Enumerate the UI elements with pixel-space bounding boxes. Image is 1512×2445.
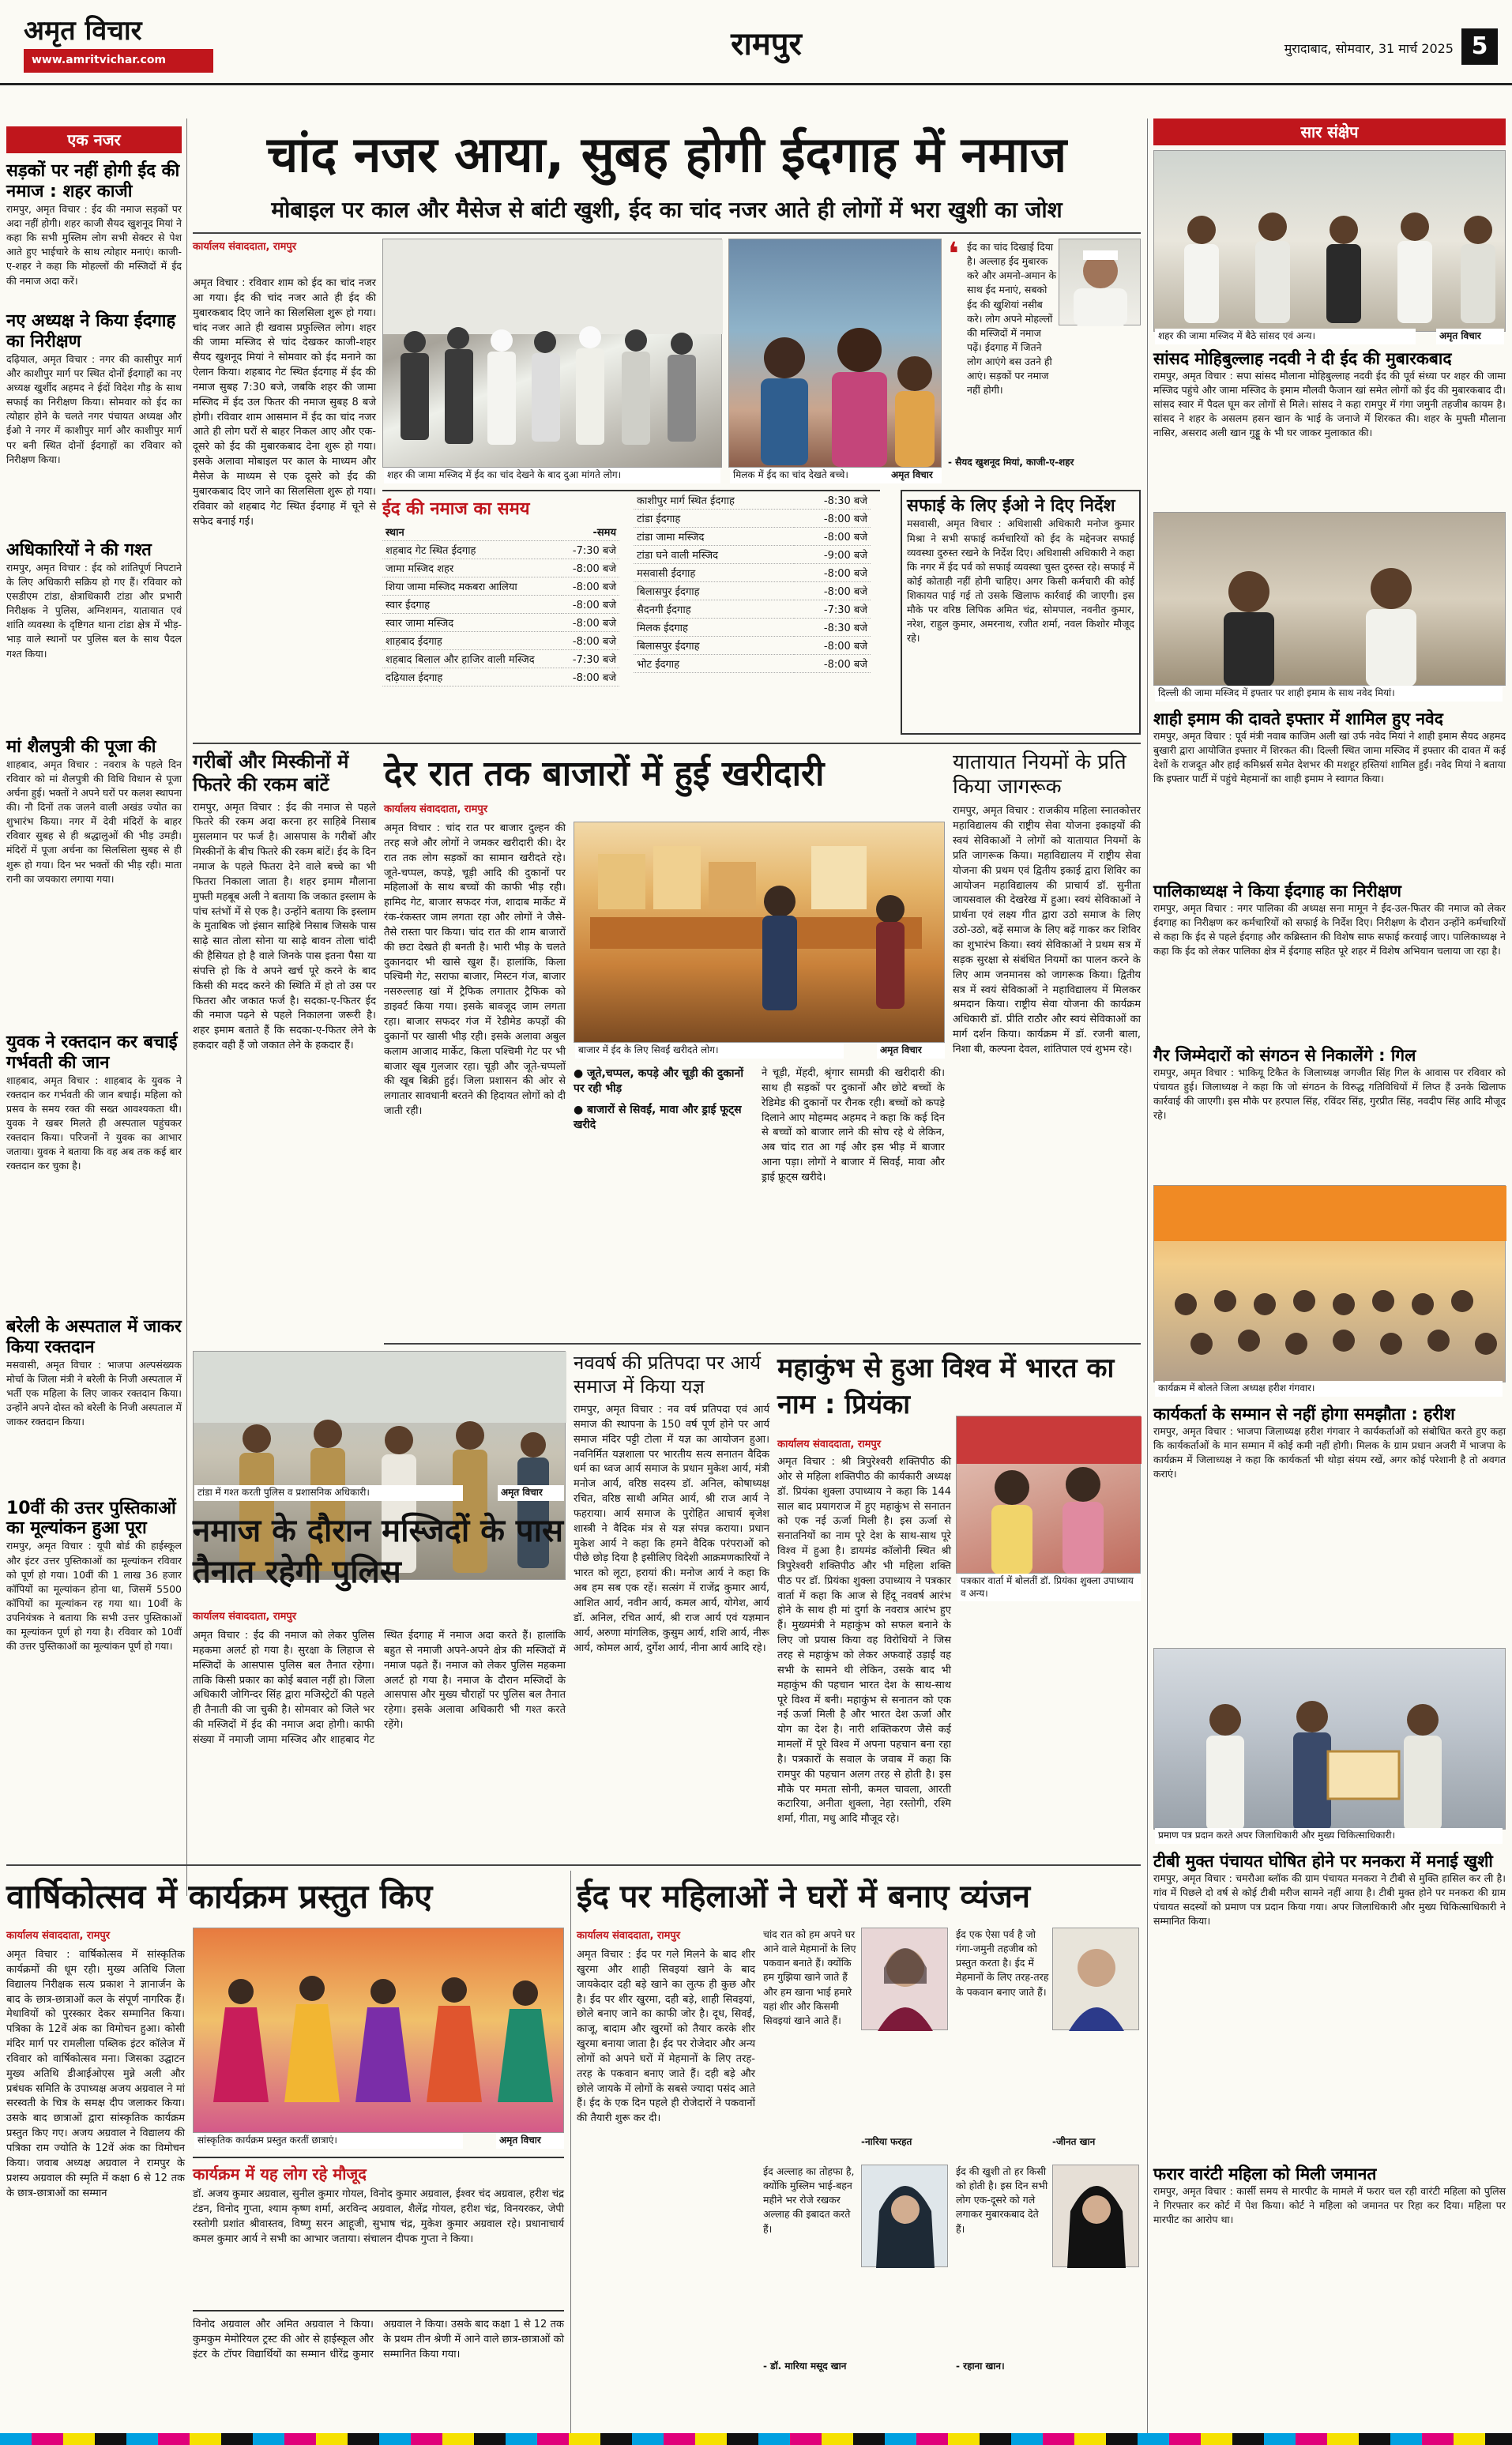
table-row: काशीपुर मार्ग स्थित ईदगाह -8:30 बजे	[634, 491, 871, 510]
students-dance-image	[194, 1928, 565, 2134]
bjp-photo-caption: कार्यक्रम में बोलते जिला अध्यक्ष हरीश गंगवार।	[1155, 1381, 1503, 1397]
bazar-photo	[574, 822, 945, 1043]
tb-certificate-photo	[1153, 1648, 1506, 1830]
traffic-title: यातायात नियमों के प्रति किया जागरूक	[953, 750, 1126, 799]
annual-function-body-cont: विनोद अग्रवाल और अमित अग्रवाल ने किया। कुमकुम मेमोरियल ट्रस्ट की ओर से हाईस्कूल और इंटर के टॉपर विद्यार्थियों का सम्मान धीरेंद्र कुमार अग्रवाल ने किया। उसके बाद कक्षा 1 से 12 तक के प्रथम तीन श्रेणी में आने वाले छात्र-छात्राओं को सम्मानित किया गया।	[193, 2319, 564, 2360]
police-photo-caption: टांडा में गश्त करती पुलिस व प्रशासनिक अधिकारी।	[194, 1485, 463, 1501]
mahakumbh-byline: कार्यालय संवाददाता, रामपुर	[777, 1439, 882, 1450]
brief-title: नए अध्यक्ष ने किया ईदगाह का निरीक्षण	[6, 310, 176, 352]
qazi-quote-box	[948, 236, 1141, 472]
woman-portrait-3	[861, 2165, 948, 2267]
eid-women-headline: ईद पर महिलाओं ने घरों में बनाए व्यंजन	[577, 1879, 1031, 1915]
brief-title: शाही इमाम की दावते इफ्तार में शामिल हुए नवेद	[1153, 709, 1443, 728]
mp-photo-caption: शहर की जामा मस्जिद में बैठे सांसद एवं अन्य।	[1155, 329, 1416, 344]
woman-quote-2-author: -जीनत खान	[1052, 2136, 1096, 2147]
safai-body: मसवासी, अमृत विचार : अधिशासी अधिकारी मनोज कुमार मिश्रा ने सभी सफाई कर्मचारियों को ईद के मद्देनजर सफाई व्यवस्था दुरुस्त रखने के निर्देश दिए। अधिशासी अधिकारी ने कहा कि नगर में ईद पर्व को सफाई व्यवस्था चुस्त दुरुस्त रहे। सफाई में कोई कोताही नहीं होनी चाहिए। अगर किसी कर्मचारी की कोई शिकायत पाई गई तो उसके खिलाफ कार्रवाई की जाएगी। इस मौके पर वरिष्ठ लिपिक अमित चंद्र, सोमपाल, नवनीत कुमार, नरेश, राहुल कुमार, अमरनाथ, रजीत शर्मा, नवल किशोर मौजूद रहे।	[907, 517, 1134, 645]
annual-function-headline: वार्षिकोत्सव में कार्यक्रम प्रस्तुत किए	[6, 1877, 433, 1916]
table-row: टांडा ईदगाह -8:00 बजे	[634, 510, 871, 528]
woman-portrait-4	[1052, 2165, 1139, 2267]
mahakumbh-body-cont	[957, 1612, 1141, 1858]
bazar-byline: कार्यालय संवाददाता, रामपुर	[384, 803, 488, 815]
bazar-body-cont: ने चूड़ी, मेंहदी, श्रृंगार सामग्री की खरीदारी की। साथ ही सड़कों पर दुकानों और छोटे बच्चों के रेडिमेड की दुकानों पर रौनक रही। बच्चों को कपड़े दिलाने आए मोहम्मद अहमद ने कहा कि कई दिन से बच्चों को बाजार लाने की सोच रहे थे लेकिन, अब चांद रात आ गई और इस भीड़ में बाजार आना पड़ा। लोगों ने बाजार में सिवईं, मावा और ड्राई फ्रूट्स खरीदे।	[762, 1067, 945, 1183]
tb-photo-caption: प्रमाण पत्र प्रदान करते अपर जिलाधिकारी और मुख्य चिकित्साधिकारी।	[1155, 1828, 1503, 1844]
safai-title: सफाई के लिए ईओ ने दिए निर्देश	[907, 496, 1115, 516]
traffic-body: रामपुर, अमृत विचार : राजकीय महिला स्नातकोत्तर महाविद्यालय की राष्ट्रीय सेवा योजना इकाइयों की स्वयं सेविकाओं ने लोगों को यातायात नियमों के प्रति जागरूक किया। महाविद्यालय में राष्ट्रीय सेवा योजना की प्रथम एवं द्वितीय इकाई द्वारा शिविर का आयोजन महाविद्यालय की प्राचार्य डॉ. सुनीता जायसवाल की देखरेख में हुआ। स्वयं सेविकाओं ने प्रार्थना एवं लक्ष्य गीत द्वारा उठो समाज के लिए उठो-उठो, बढ़ें समाज के लिए बढ़ें गाकर कर शिविर का शुभारंभ किया। स्वयं सेविकाओं ने प्रथम सत्र में सड़क सुरक्षा से संबंधित नियमों का पालन करने के लिए आम जनमानस को जागरूक किया। द्वितीय सत्र में स्वयं सेविकाओं ने महाविद्यालय में मिलकर श्रमदान किया। राष्ट्रीय सेवा योजना की कार्यक्रम अधिकारी डॉ. प्रीति राठौर और स्वयं सेविकाओं का मार्ग दर्शन किया। कार्यक्रम में डॉ. रजनी बाला, निशा बी, कल्पना देवल, शांतिपाल एवं शुभम रहे।	[953, 805, 1141, 1055]
children-moon-sighting-image	[729, 239, 942, 468]
brief-body: शाहबाद, अमृत विचार : शाहबाद के युवक ने रक्तदान कर गर्भवती की जान बचाई। महिला को प्रसव के समय रक्त की सख्त आवश्यकता थी। युवक ने खबर मिलते ही अस्पताल पहुंचकर रक्तदान किया। परिजनों ने युवक का आभार जताया। युवक ने बताया कि वह अब तक कई बार रक्तदान कर चुका है।	[6, 1074, 182, 1172]
lead-photo-1-caption: शहर की जामा मस्जिद में ईद का चांद देखने के बाद दुआ मांगते लोग।	[384, 468, 720, 483]
bazar-body: अमृत विचार : चांद रात पर बाजार दुल्हन की तरह सजे और लोगों ने जमकर खरीदारी की। देर रात तक लोग सड़कों का सामान खरीदते रहे। जूते-चप्पल, कपड़े, चूड़ी आदि की दुकानों पर महिलाओं के साथ बच्चों की काफी भीड़ रही। हामिद गेट, बाजार सफदर गंज, शादाब मार्केट में रंक-रंकस्तर जाम लगता रहा और लोगों ने जैसे-तैसे रास्ता पार किया। चांद रात की शाम बाजारों की छटा देखते ही बनती है। भारी भीड़ के चलते दुकानदार भी खासे खुश हैं। हालांकि, किला पश्चिमी गेट, सराफा बाजार, मिस्टन गंज, बाजार नसरुल्लाह खां में ट्रैफिक लगातार ट्रैफिक को डाइवर्ट किया गया। इसके बावजूद जाम लगता रहा। बाजार सफदर गंज में रेडीमेड कपड़ों की दुकानों पर खासी भीड़ रही। इसके अलावा अबुल कलाम आजाद मार्केट, किला पश्चिमी गेट पर भी बाजार खूब गुलजार रहा। चूड़ी और जूते-चप्पलों की खूब बिक्री हुई। जिला प्रशासन की ओर से लगातार सावधानी बरतने की हिदायत लोगों को दी जाती रही।	[384, 822, 566, 1118]
dateline: मुरादाबाद, सोमवार, 31 मार्च 2025	[1284, 41, 1454, 56]
lead-body: अमृत विचार : रविवार शाम को ईद का चांद नजर आ गया। ईद की चांद नजर आते ही ईद की मुबारकबाद दिए जाने का सिलसिला शुरू हो गया। चांद नजर आते ही खवास प्रफुल्लित लोग। शहर की जामा मस्जिद से चांद देखकर काजी-शहर सैयद खुशनूद मियां ने सोमवार को ईद मनाने का ऐलान किया। शहबाद गेट स्थित ईदगाह में ईद की नमाज सुबह 7:30 बजे, जबकि शहर की जामा मस्जिद में ईद उल फितर की नमाज सुबह 8 बजे होगी। रविवार शाम आसमान में ईद का चांद नजर आते ही लोग घरों से बाहर निकल आए और एक-दूसरे को ईद की मुबारकबाद देना शुरू हो गया। इसके अलावा मोबाइल पर काल के माध्यम और मैसेज के माध्यम से एक दूसरे को ईद की मुबारकबाद दिए जाने का सिलसिला शुरू हो गया। रविवार को शहबाद गेट स्थित ईदगाह में चूने से सफेद बनाई गई।	[193, 277, 376, 528]
brief-title: टीबी मुक्त पंचायत घोषित होने पर मनकरा में मनाई खुशी	[1153, 1852, 1493, 1871]
photo-credit: अमृत विचार	[877, 1043, 945, 1059]
brief-body: दढ़ियाल, अमृत विचार : नगर की कासीपुर मार्ग और काशीपुर मार्ग पर स्थित दोनों ईदगाहों का नए अध्यक्ष खुर्शीद अहमद ने ईदों विदेश गौड़ के साथ सफाई का निरीक्षण किया। सोमवार को ईद का त्योहार होने के चलते नगर पंचायत अध्यक्ष और ईओ ने नगर में काशीपुर मार्ग और काशीपुर मार्ग पर बनी स्थित दोनों ईदगाहों का रविवार को निरीक्षण किया।	[6, 352, 182, 465]
bullet-point: ● बाजारों से सिवईं, मावा और ड्राई फूट्स खरीदे	[574, 1103, 742, 1131]
brief-body: रामपुर, अमृत विचार : ईद की नमाज सड़कों पर अदा नहीं होगी। शहर काजी सैयद खुशनूद मियां ने कहा कि सभी मुस्लिम लोग सभी सेक्टर से पेश आते हुए भाईचारे के साथ त्योहार मनाएं। काजी-ए-शहर ने कहा कि मोहल्लों की मस्जिदों में ईद की नमाज अदा करें।	[6, 202, 182, 287]
police-body: अमृत विचार : ईद की नमाज को लेकर पुलिस महकमा अलर्ट हो गया है। सुरक्षा के लिहाज से मस्जिदों के आसपास पुलिस बल तैनात रहेगा। ताकि किसी प्रकार का कोई बवाल नहीं हो। जिला अधिकारी जोगिन्दर सिंह द्वारा मजिस्ट्रेटों की पहले ही तैनाती की जा चुकी है। सोमवार को जिले भर की मस्जिदों में ईद की नमाज अदा होगी। काफी संख्या में नमाजी जामा मस्जिद और शाहबाद गेट स्थित ईदगाह में नमाज अदा करते हैं। हालांकि बहुत से नमाजी अपने-अपने क्षेत्र की मस्जिदों में नमाज पढ़ते हैं। नमाज को लेकर पुलिस महकमा अलर्ट हो गया है। नमाज के दौरान मस्जिदों के आसपास और मुख्य चौराहों पर पुलिस बल तैनात रहेगा। इसके अलावा अधिकारी भी गश्त करते रहेंगे।	[193, 1630, 566, 1746]
lead-photo-2	[728, 239, 942, 468]
brief-title: पालिकाध्यक्ष ने किया ईदगाह का निरीक्षण	[1153, 882, 1401, 901]
page-number: 5	[1461, 28, 1498, 65]
woman-quote-4-author: - रहाना खान।	[956, 2360, 1005, 2372]
qazi-quote-text-cont	[948, 327, 1141, 453]
photo-credit: अमृत विचार	[498, 1485, 564, 1501]
brief-body: रामपुर, अमृत विचार : सपा सांसद मौलाना मोहिबुल्लाह नदवी ईद की पूर्व संध्या पर शहर की जामा मस्जिद पहुंचे और जामा मस्जिद के इमाम मौलवी फैजान खां समेत लोगों को ईद की मुबारकबाद दी। सांसद स्वार में पैदल घूम कर लोगों से मिले। सांसद ने कहा रामपुर में गंगा जमुनी तहजीब कायम है। सांसद ने शहर के असलम हसन खान के भाई के जनाजे में शिरकत की। शहर के मुफ्ती मौलाना नासिर, असराद अली खान गुड्डू के भी घर जाकर मुलाकात की।	[1153, 369, 1506, 439]
bullet-point: ● जूते,चप्पल, कपड़े और चूड़ी की दुकानों पर रही भीड़	[574, 1067, 743, 1095]
table-row: बिलासपुर ईदगाह -8:00 बजे	[634, 582, 871, 600]
photo-credit: अमृत विचार	[496, 2133, 564, 2149]
brief-body: रामपुर, अमृत विचार : कार्सी समय से मारपीट के मामले में फरार चल रही वारंटी महिला को पुलिस ने गिरफ्तार कर कोर्ट में पेश किया। कोर्ट ने महिला को जमानत पर रिहा कर दिया। महिला पर मारपीट का आरोप था।	[1153, 2184, 1506, 2226]
woman-quote-2	[956, 1928, 1141, 2157]
eid-women-byline: कार्यालय संवाददाता, रामपुर	[577, 1930, 681, 1942]
brief-body: रामपुर, अमृत विचार : ईद को शांतिपूर्ण निपटाने के लिए अधिकारी सक्रिय हो गए हैं। रविवार को एसडीएम टांडा, क्षेत्राधिकारी टांडा और प्रभारी निरीक्षक ने पुलिस, अग्निशमन, यातायात एवं शांति व्यवस्था के दृष्टिगत थाना टांडा क्षेत्र में भीड़-भाड़ वाले स्थानों पर पुलिस बल के साथ पैदल गश्त किया।	[6, 561, 182, 660]
table-row: टांडा घने वाली मस्जिद -9:00 बजे	[634, 546, 871, 564]
brief-body: रामपुर, अमृत विचार : चमरौआ ब्लॉक की ग्राम पंचायत मनकरा ने टीबी से मुक्ति हासिल कर ली है। गांव में पिछले दो वर्ष से कोई टीबी मरीज सामने नहीं आया है। टीबी मुक्त होने पर मनकरा की ग्राम पंचायत सदस्यों को प्रमाण पत्र प्रदान किया गया। अपर जिलाधिकारी और मुख्य चिकित्साधिकारी ने सम्मानित किया।	[1153, 1871, 1506, 1928]
arya-samaj-title: नववर्ष की प्रतिपदा पर आर्य समाज में किया यज्ञ	[574, 1352, 762, 1397]
police-headline: नमाज के दौरान मस्जिदों के पास तैनात रहेगी पुलिस	[193, 1513, 563, 1590]
lead-photo-1	[382, 239, 722, 468]
brief-item	[1153, 1046, 1506, 1180]
bazar-headline: देर रात तक बाजारों में हुई खरीदारी	[384, 754, 825, 794]
brief-title: गैर जिम्मेदारों को संगठन से निकालेंगे : गिल	[1153, 1046, 1416, 1065]
woman-quote-1	[763, 1928, 950, 2157]
annual-function-body: अमृत विचार : वार्षिकोत्सव में सांस्कृतिक कार्यक्रमों की धूम रही। मुख्य अतिथि जिला विद्यालय निरीक्षक सत्य प्रकाश ने ज्ञानार्जन के बाद के छात्र-छात्राओं कल के संपूर्ण नागरिक हैं। मेधावियों को पुरस्कार देकर सम्मानित किया। पत्रिका के 12वें अंक का विमोचन हुआ। कोसी मंदिर मार्ग पर रामलीला पब्लिक इंटर कॉलेज में रविवार को वार्षिकोत्सव मना। जिसका उद्घाटन मुख्य अतिथि डीआईओएस मुन्ने अली और प्रबंधक समिति के उपाध्यक्ष अजय अग्रवाल ने मां सरस्वती के चित्र के समक्ष दीप जलाकर किया। उसके बाद छात्राओं द्वारा सांस्कृतिक कार्यक्रम प्रस्तुत किए गए। अजय अग्रवाल ने विद्यालय की पत्रिका राम ज्योति के 12वें अंक का विमोचन किया। जवाब अध्यक्ष अग्रवाल ने रामपुर के प्रशस्य अग्रवाल की स्मृति में कक्षा 6 से 12 तक के छात्र-छात्राओं का सम्मान	[6, 1949, 185, 2199]
fitra-body: रामपुर, अमृत विचार : ईद की नमाज से पहले फितरे की रकम अदा करना हर साहिबे निसाब मुसलमान पर फर्ज है। आसपास के गरीबों और मिस्कीनों के बीच फितरे की रकम बांटें। ईद के दिन नमाज के पहले फितरा देने वाले बच्चे का भी फितरा निकाला जाता है। शहर इमाम मौलाना मुफ्ती महबूब अली ने बताया कि जकात इस्लाम के पांच स्तंभों में से एक है। उन्होंने बताया कि इस्लाम के मुताबिक जो इंसान साहिबे निसाब जिसके पास साढ़े सात तोला सोना या साढ़े बावन तोला चांदी की हैसियत हो है वाले जिनके पास इतना पैसा या संपत्ति हो कि वे अपने खर्च पूरे करने के बाद किसी की मदद करने की स्थिति में हो तो उस पर फितरा और जकात फर्ज है। सदका-ए-फितर ईद की नमाज पढ़ने से पहले निकालना जरूरी है। शहर इमाम बताते हैं कि सदका-ए-फितर लेने के हकदार वही हैं जो जकात लेने के हकदार हैं।	[193, 801, 376, 1052]
bullet-icon: ●	[574, 1067, 588, 1080]
left-column-header: एक नजर	[6, 126, 182, 153]
bazar-photo-caption: बाजार में ईद के लिए सिवईं खरीदते लोग।	[575, 1043, 844, 1059]
arya-samaj-body: रामपुर, अमृत विचार : नव वर्ष प्रतिपदा एवं आर्य समाज की स्थापना के 150 वर्ष पूर्ण होने पर आर्य समाज मंदिर पट्टी टोला में यज्ञ का आयोजन हुआ। नवनिर्मित यज्ञशाला पर भारतीय सत्य सनातन वैदिक धर्म का ध्वज आर्य समाज के प्रधान मुकेश आर्य, मंत्री मनोज आर्य, वरिष्ठ सदस्य डॉ. अनिल, कोषाध्यक्ष रचित, वरिष्ठ साथी अमित आर्य, श्री राज आर्य ने फहराया। आर्य समाज के पुरोहित आचार्य बृजेश शास्त्री ने वैदिक मंत्र से यज्ञ संपन्न कराया। प्रधान मुकेश आर्य ने कहा कि हमने वैदिक परंपराओं को पीछे छोड़ दिया है इसीलिए विदेशी आक्रमणकारियों ने भारत को लूटा, हरायां की। मनोज आर्य ने कहा कि अब हम सब एक रहें। सत्संग में राजेंद्र कुमार आर्य, आशित आर्य, नवीन आर्य, कमल आर्य, योगेश, आर्य डॉ. अनिल, रचित आर्य, श्री राज आर्य एवं यज्ञमान आर्य, अरुणा मांगलिक, कुसुम आर्य, शशि आर्य, नीरू आर्य, कोमल आर्य, दुर्गेश आर्य, नीना आर्य आदि रहे।	[574, 1404, 769, 1654]
arya-samaj-story	[574, 1351, 769, 1856]
brief-item	[1153, 2165, 1506, 2433]
table-row: शहबाद बिलाल और हाजिर वाली मस्जिद -7:30 बजे	[382, 650, 619, 668]
table-row: सैदनगी ईदगाह -7:30 बजे	[634, 600, 871, 619]
market-shopping-image	[574, 822, 946, 1044]
quote-mark-icon: ❛	[948, 236, 959, 273]
table-row: मसवासी ईदगाह -8:00 बजे	[634, 564, 871, 582]
brief-body: शाहबाद, अमृत विचार : नवरात्र के पहले दिन रविवार को मां शैलपुत्री की विधि विधान से पूजा अर्चना हुई। भक्तों ने अपने घरों पर कलश स्थापना की। नौ दिनों तक जलने वाली अखंड ज्योत का शुभारंभ किया। नगर में देवी मंदिरों के बाहर रविवार सुबह से ही श्रद्धालुओं की भीड़ उमड़ी। मंदिरों में पूजा अर्चना का सिलसिला सुबह से ही शुरू हो गया। दिन भर भक्तों की भीड़ रही। माता रानी का जयकारा लगाया गया।	[6, 758, 182, 885]
masthead	[0, 0, 1512, 85]
table-row: दढ़ियाल ईदगाह -8:00 बजे	[382, 668, 619, 686]
annual-function-photo-caption: सांस्कृतिक कार्यक्रम प्रस्तुत करतीं छात्राएं।	[194, 2133, 463, 2149]
woman-quote-2-text: ईद एक ऐसा पर्व है जो गंगा-जमुनी तहजीब को प्रस्तुत करता है। ईद में मेहमानों के लिए तरह-तरह के पकवान बनाए जाते हैं।	[956, 1928, 1049, 1998]
eid-women-body: अमृत विचार : ईद पर गले मिलने के बाद शीर खुरमा और शाही सिवइयां खाने के बाद जायकेदार दही बड़े खाने का लुत्फ ही कुछ और है। ईद पर शीर खुरमा, दही बड़े, शाही सिवइयां, छोले बनाए जाने का काफी जोर है। दूध, सिवईं, काजू, बादाम और खुरमों को तैयार करके शीर खुरमा बनाया जाता है। ईद पर रोजेदार और अन्य लोगों को अपने घरों में मेहमानों के लिए तरह-तरह के पकवान बनाए जाते हैं। दही बड़े और छोले जायके में लोगों के सबसे ज्यादा पसंद आते हैं। ईद के एक दिन पहले ही रोजेदारों ने पकवानों की तैयारी शुरू कर दी।	[577, 1949, 755, 2125]
brief-title: अधिकारियों ने की गश्त	[6, 540, 152, 560]
table-row: शिया जामा मस्जिद मकबरा आलिया -8:00 बजे	[382, 577, 619, 596]
brief-title: सांसद मोहिबुल्लाह नदवी ने दी ईद की मुबारकबाद	[1153, 349, 1452, 368]
woman-quote-3-text: ईद अल्लाह का तोहफा है, क्योंकि मुस्लिम भाई-बहन महीने भर रोजे रखकर अल्लाह की इबादत करते हैं।	[763, 2165, 855, 2235]
woman-portrait-2	[1052, 1928, 1139, 2030]
attendees-body: डॉ. अजय कुमार अग्रवाल, सुनील कुमार गोयल, विनोद कुमार अग्रवाल, ईश्वर चंद अग्रवाल, हरीश चंद्र टंडन, विनोद गुप्ता, श्याम कृष्ण शर्मा, अरविन्द अग्रवाल, शैलेंद्र गोयल, हरीश चंद्र, विनयरकर, जेपी रस्तोगी प्रशांत श्रीवास्तव, विष्णु सरन आहूजी, सुभाष चंद्र, मुकेश कुमार अग्रवाल रहे। प्रधानाचार्य कमल कुमार आर्य ने सभी का आभार जताया। संचालन दीपक गुप्ता ने किया।	[193, 2188, 564, 2245]
mahakumbh-photo-caption: पत्रकार वार्ता में बोलतीं डॉ. प्रियंका शुक्ला उपाध्याय व अन्य।	[957, 1574, 1141, 1601]
namaz-table-right	[634, 491, 871, 673]
qazi-portrait	[1059, 239, 1141, 325]
table-row: टांडा जामा मस्जिद -8:00 बजे	[634, 528, 871, 546]
table-row: भोट ईदगाह -8:00 बजे	[634, 655, 871, 673]
brief-title: युवक ने रक्तदान कर बचाई गर्भवती की जान	[6, 1032, 178, 1073]
press-conference-image	[957, 1416, 1142, 1574]
annual-function-photo	[193, 1928, 564, 2133]
iftar-image	[1154, 513, 1506, 686]
table-row: बिलासपुर ईदगाह -8:00 बजे	[634, 637, 871, 655]
lead-subhead: मोबाइल पर काल और मैसेज से बांटी खुशी, ईद का चांद नजर आते ही लोगों में भरा खुशी का जोश	[271, 197, 1063, 223]
bjp-meeting-photo	[1153, 1185, 1506, 1382]
brief-title: मां शैलपुत्री की पूजा की	[6, 736, 156, 757]
iftar-photo-caption: दिल्ली की जामा मस्जिद में इफ्तार पर शाही इमाम के साथ नवेद मियां।	[1155, 686, 1503, 702]
photo-credit: अमृत विचार	[1436, 329, 1504, 344]
safai-story-box	[901, 490, 1141, 735]
brief-title: बरेली के अस्पताल में जाकर किया रक्तदान	[6, 1316, 182, 1357]
bazar-bullets	[574, 1066, 755, 1153]
city-name: रामपुर	[731, 26, 802, 62]
attendees-box	[193, 2157, 564, 2311]
mp-mosque-photo	[1153, 150, 1506, 332]
brief-body: रामपुर, अमृत विचार : नगर पालिका की अध्यक्ष सना मामून ने ईद-उल-फितर की नमाज को लेकर ईदगाह का निरीक्षण कर कर्मचारियों को सफाई के निर्देश दिए। निरीक्षण के दौरान उन्होंने कर्मचारियों से कहा कि ईद से पहले ईदगाह और कब्रिस्तान की विशेष साफ सफाई करवाई जाए। पालिकाध्यक्ष ने कहा कि ईद को लेकर पालिका क्षेत्र में ईदगाह सहित पूरे शहर में विशेष अभियान चलाया जा रहा है।	[1153, 901, 1506, 957]
brief-body: रामपुर, अमृत विचार : पूर्व मंत्री नवाब काजिम अली खां उर्फ नवेद मियां ने शाही इमाम सैयद अहमद बुखारी द्वारा आयोजित इफ्तार में शिरकत की। दिल्ली स्थित जामा मस्जिद में इफ्तार की दावत में कई देशों के राजदूत और हाई कमिश्नर्स समेत देशभर की मशहूर हस्तियां शामिल हुईं। नवेद मियां ने बताया कि इफ्तार पार्टी में पहुंचे मेहमानों का शाही इमाम ने स्वागत किया।	[1153, 729, 1506, 785]
table-row: शहबाद गेट स्थित ईदगाह -7:30 बजे	[382, 541, 619, 559]
brief-title: कार्यकर्ता के सम्मान से नहीं होगा समझौता : हरीश	[1153, 1405, 1455, 1424]
woman-quote-3	[763, 2165, 950, 2402]
namaz-timing-table	[382, 490, 880, 735]
brief-body: रामपुर, अमृत विचार : भाजपा जिलाध्यक्ष हरीश गंगवार ने कार्यकर्ताओं को संबोधित करते हुए कहा कि कार्यकर्ताओं के मान सम्मान में कोई कमी नहीं होगी। मिलक के ग्राम प्रधान अजरी में भाजपा के कार्यक्रम में जिलाध्यक्ष ने कहा कि कार्यकर्ता भी थोड़ा संयम रखें, अगर कोई परेशानी है तो अवगत कराएं।	[1153, 1424, 1506, 1480]
brief-title: सड़कों पर नहीं होगी ईद की नमाज : शहर काजी	[6, 161, 180, 201]
certificate-ceremony-image	[1154, 1649, 1506, 1830]
mahakumbh-headline: महाकुंभ से हुआ विश्व में भारत का नाम : प्रियंका	[777, 1352, 1115, 1420]
lead-photo-2-caption: मिलक में ईद का चांद देखते बच्चे।	[730, 468, 888, 483]
brief-item	[1153, 709, 1506, 875]
mosque-prayer-image	[383, 239, 723, 468]
woman-quote-1-text: चांद रात को हम अपने घर आने वाले मेहमानों के लिए पकवान बनाते हैं। क्योंकि हम गुझिया खाने जाते हैं और हम खाना भाई हमारे यहां शीर और किसमी सिवइयां खाने आते हैं।	[763, 1928, 856, 2026]
lead-byline: कार्यालय संवाददाता, रामपुर	[193, 241, 297, 253]
mahakumbh-photo	[956, 1416, 1141, 1574]
brief-body: मसवासी, अमृत विचार : भाजपा अल्पसंख्यक मोर्चा के जिला मंत्री ने बरेली के निजी अस्पताल में भर्ती एक महिला के लिए जाकर रक्तदान किया। उन्होंने अपने दोस्त को बरेली के निजी अस्पताल में जाकर रक्तदान किया।	[6, 1358, 182, 1428]
woman-quote-1-author: -नारिया फरहत	[861, 2136, 912, 2147]
traffic-awareness-story	[953, 750, 1141, 1351]
brief-item	[1153, 882, 1506, 1040]
annual-function-byline: कार्यालय संवाददाता, रामपुर	[6, 1930, 111, 1942]
party-meeting-image	[1154, 1186, 1506, 1383]
qazi-quote-author: - सैयद खुशनूद मियां, काजी-ए-शहर	[948, 457, 1074, 468]
brief-body: रामपुर, अमृत विचार : भाकियू टिकैत के जिलाध्यक्ष जगजीत सिंह गिल के आवास पर रविवार को पंचायत हुई। जिलाध्यक्ष ने कहा कि जो संगठन के विरुद्ध गतिविधियों में लिप्त हैं उनके खिलाफ कार्रवाई की जाएगी। इस मौके पर हरपाल सिंह, रविंदर सिंह, गुरप्रीत सिंह, नवदीप सिंह आदि मौजूद रहे।	[1153, 1066, 1506, 1122]
brief-item	[1153, 1852, 1506, 2152]
woman-quote-4	[956, 2165, 1141, 2402]
brief-item	[1153, 349, 1506, 507]
fitra-title: गरीबों और मिस्कीनों में फितरे की रकम बांटें	[193, 750, 349, 796]
brief-title: 10वीं की उत्तर पुस्तिकाओं का मूल्यांकन हुआ पूरा	[6, 1498, 176, 1539]
bullet-icon: ●	[574, 1103, 588, 1116]
police-byline: कार्यालय संवाददाता, रामपुर	[193, 1611, 297, 1623]
table-row: शाहबाद ईदगाह -8:00 बजे	[382, 632, 619, 650]
woman-quote-3-author: - डॉ. मारिया मसूद खान	[763, 2360, 847, 2372]
table-row: स्वार ईदगाह -8:00 बजे	[382, 596, 619, 614]
qazi-quote-text: ईद का चांद दिखाई दिया है। अल्लाह ईद मुबारक करे और अमनो-अमान के साथ ईद मनाएं, सबको ईद की खुशियां नसीब करे। लोग अपने मोहल्लों की मस्जिदों में नमाज पढ़ें। ईदगाह में जितने लोग आएंगे बस उतने ही आएं। सड़कों पर नमाज नहीं होगी।	[967, 241, 1057, 397]
jama-masjid-iftar-photo	[1153, 512, 1506, 686]
right-column-header: सार संक्षेप	[1153, 118, 1506, 145]
brand-url[interactable]: www.amritvichar.com	[24, 49, 213, 73]
table-row: स्वार जामा मस्जिद -8:00 बजे	[382, 614, 619, 632]
brief-body: रामपुर, अमृत विचार : यूपी बोर्ड की हाईस्कूल और इंटर उत्तर पुस्तिकाओं का मूल्यांकन रविवार को पूर्ण हो गया। 10वीं की 1 लाख 36 हजार कॉपियों का मूल्यांकन होना था, जिसमें 5500 कॉपियों का मूल्यांकन रह गया था। 10वीं के उपनियंत्रक ने बताया कि सभी उत्तर पुस्तिकाओं का मूल्यांकन पूर्ण हो गया है। रविवार को 10वीं की उत्तर पुस्तिकाओं का मूल्यांकन पूर्ण हो गया।	[6, 1540, 182, 1653]
brief-item	[1153, 1405, 1506, 1642]
lead-headline: चांद नजर आया, सुबह होगी ईदगाह में नमाज	[266, 126, 1067, 183]
right-column	[1153, 118, 1506, 2441]
namaz-table-left: स्थान -समय शहबाद गेट स्थित ईदगाह -7:30 बजे जामा मस्जिद शहर -8:00 बजे शिया जामा मस्जिद मकबरा आलिया -8:00 बजे स्वार ईदगाह -8:00 बजे स्वार जामा मस्जिद -8:00 बजे शाहबाद ईदगाह -8:00 बजे शहबाद बिलाल और हाजिर वाली मस्जिद -7:30 बजे दढ़ियाल ईदगाह -8:00 बजे	[382, 523, 619, 686]
namaz-table-title: ईद की नमाज का समय	[382, 499, 530, 519]
woman-quote-4-text: ईद की खुशी तो हर किसी को होती है। इस दिन सभी लोग एक-दूसरे को गले लगाकर मुबारकबाद देते हैं।	[956, 2165, 1048, 2235]
mp-mosque-image	[1154, 151, 1506, 333]
mahakumbh-body: अमृत विचार : श्री त्रिपुरेश्वरी शक्तिपीठ की ओर से महिला शक्तिपीठ की कार्यकारी अध्यक्ष डॉ. प्रियंका शुक्ला उपाध्याय ने कहा कि 144 साल बाद प्रयागराज में हुए महाकुंभ से सनातन को एक नई ऊर्जा मिली है। इस ऊर्जा से सनातनियों का नाम पूरे देश के साथ-साथ पूरे विश्व में हुआ है। डायमंड कॉलोनी स्थित श्री त्रिपुरेश्वरी शक्तिपीठ और भी महिला शक्ति पीठ पर डॉ. प्रियंका शुक्ला उपाध्याय ने पत्रकार वार्ता में कहा कि आज से हिंदू नववर्ष आरंभ होने के साथ ही मां दुर्गा के नवरात्र आरंभ हुए हैं। मुख्यमंत्री ने महाकुंभ को सफल बनाने के लिए जो प्रयास किया वह विरोधियों ने जिस तरह से महाकुंभ को लेकर अफवाहें उड़ाईं वह सभी के सामने थी लेकिन, उसके बाद भी महाकुंभ की पहचान भारत देश के साथ-साथ पूरे विश्व में बनी। महाकुंभ से सनातन को एक नई ऊर्जा मिली है और भारत देश ऊर्जा और योग का देश है। नारी शक्तिकरण जैसे कई मामलों में पूरे विश्व में अपना पहचान बना रहा है। पत्रकारों के सवाल के जवाब में कहा कि रामपुर की पहचान अलग तरह से होती है। इस मौके पर ममता सोनी, कमल चावला, आरती कटारिया, अनीता शुक्ला, नेहा रस्तोगी, रश्मि शर्मा, गीता, मधु आदि मौजूद रहे।	[777, 1456, 951, 1826]
woman-portrait-1	[861, 1928, 948, 2030]
print-registration-bar	[0, 2433, 1512, 2445]
brief-title: फरार वारंटी महिला को मिली जमानत	[1153, 2165, 1377, 2184]
fitra-story	[193, 750, 376, 1382]
attendees-title: कार्यक्रम में यह लोग रहे मौजूद	[193, 2165, 367, 2184]
table-row: जामा मस्जिद शहर -8:00 बजे	[382, 559, 619, 577]
brand-logo: अमृत विचार	[24, 15, 142, 47]
left-column	[6, 126, 182, 1864]
photo-credit: अमृत विचार	[888, 468, 942, 483]
table-row: मिलक ईदगाह -8:30 बजे	[634, 619, 871, 637]
